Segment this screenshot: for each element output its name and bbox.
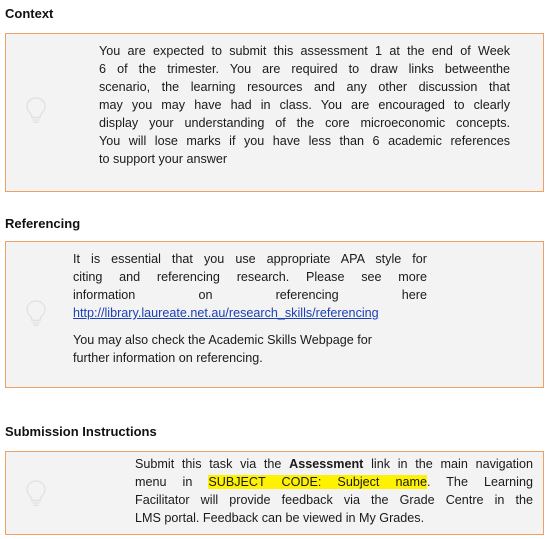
referencing-heading: Referencing <box>5 216 81 231</box>
referencing-line: further information on referencing. <box>73 351 263 365</box>
submission-line <box>135 473 533 491</box>
submission-line: Facilitator will provide feedback via the Grade Centre in the <box>135 493 533 507</box>
referencing-word: information <box>73 288 136 302</box>
referencing-line: You may also check the Academic Skills Webpage for <box>73 333 372 347</box>
submission-heading: Submission Instructions <box>5 424 157 439</box>
submission-text-pre: menu in <box>135 475 209 489</box>
referencing-box <box>5 241 544 388</box>
context-line: display your understanding of the core microeconomic concepts. <box>99 116 510 130</box>
submission-box <box>5 451 544 535</box>
referencing-word: here <box>401 288 427 302</box>
submission-text <box>135 455 533 527</box>
context-line: scenario, the learning resources and any other discussion that <box>99 80 510 94</box>
context-box <box>5 33 544 192</box>
submission-line: LMS portal. Feedback can be viewed in My Grades. <box>135 511 425 525</box>
lightbulb-icon <box>25 96 47 124</box>
submission-text-pre: Submit this task via the <box>135 457 290 471</box>
referencing-word: referencing <box>275 288 339 302</box>
context-line: 6 of the trimester. You are required to draw links betweenthe <box>99 62 510 76</box>
lightbulb-icon <box>25 299 47 327</box>
submission-line <box>135 455 533 473</box>
context-line: to support your answer <box>99 152 228 166</box>
context-heading: Context <box>5 6 54 21</box>
submission-text-post: . The Learning <box>426 475 533 489</box>
context-text <box>99 42 510 168</box>
referencing-line: citing and referencing research. Please see more <box>73 270 427 284</box>
referencing-word: on <box>198 288 213 302</box>
lightbulb-icon <box>25 479 47 507</box>
referencing-line <box>73 286 427 304</box>
submission-text-post: link in the main navigation <box>363 457 533 471</box>
referencing-line: It is essential that you use appropriate APA style for <box>73 252 427 266</box>
context-line: You will lose marks if you have less than 6 academic references <box>99 134 510 148</box>
context-line: You are expected to submit this assessment 1 at the end of Week <box>99 44 510 58</box>
referencing-text <box>73 250 427 367</box>
context-line: may you may have had in class. You are encouraged to clearly <box>99 98 510 112</box>
assessment-link-label: Assessment <box>289 457 364 471</box>
subject-code-highlight: SUBJECT CODE: Subject name <box>208 475 427 489</box>
referencing-link[interactable]: http://library.laureate.net.au/research_skills/referencing <box>73 306 379 320</box>
